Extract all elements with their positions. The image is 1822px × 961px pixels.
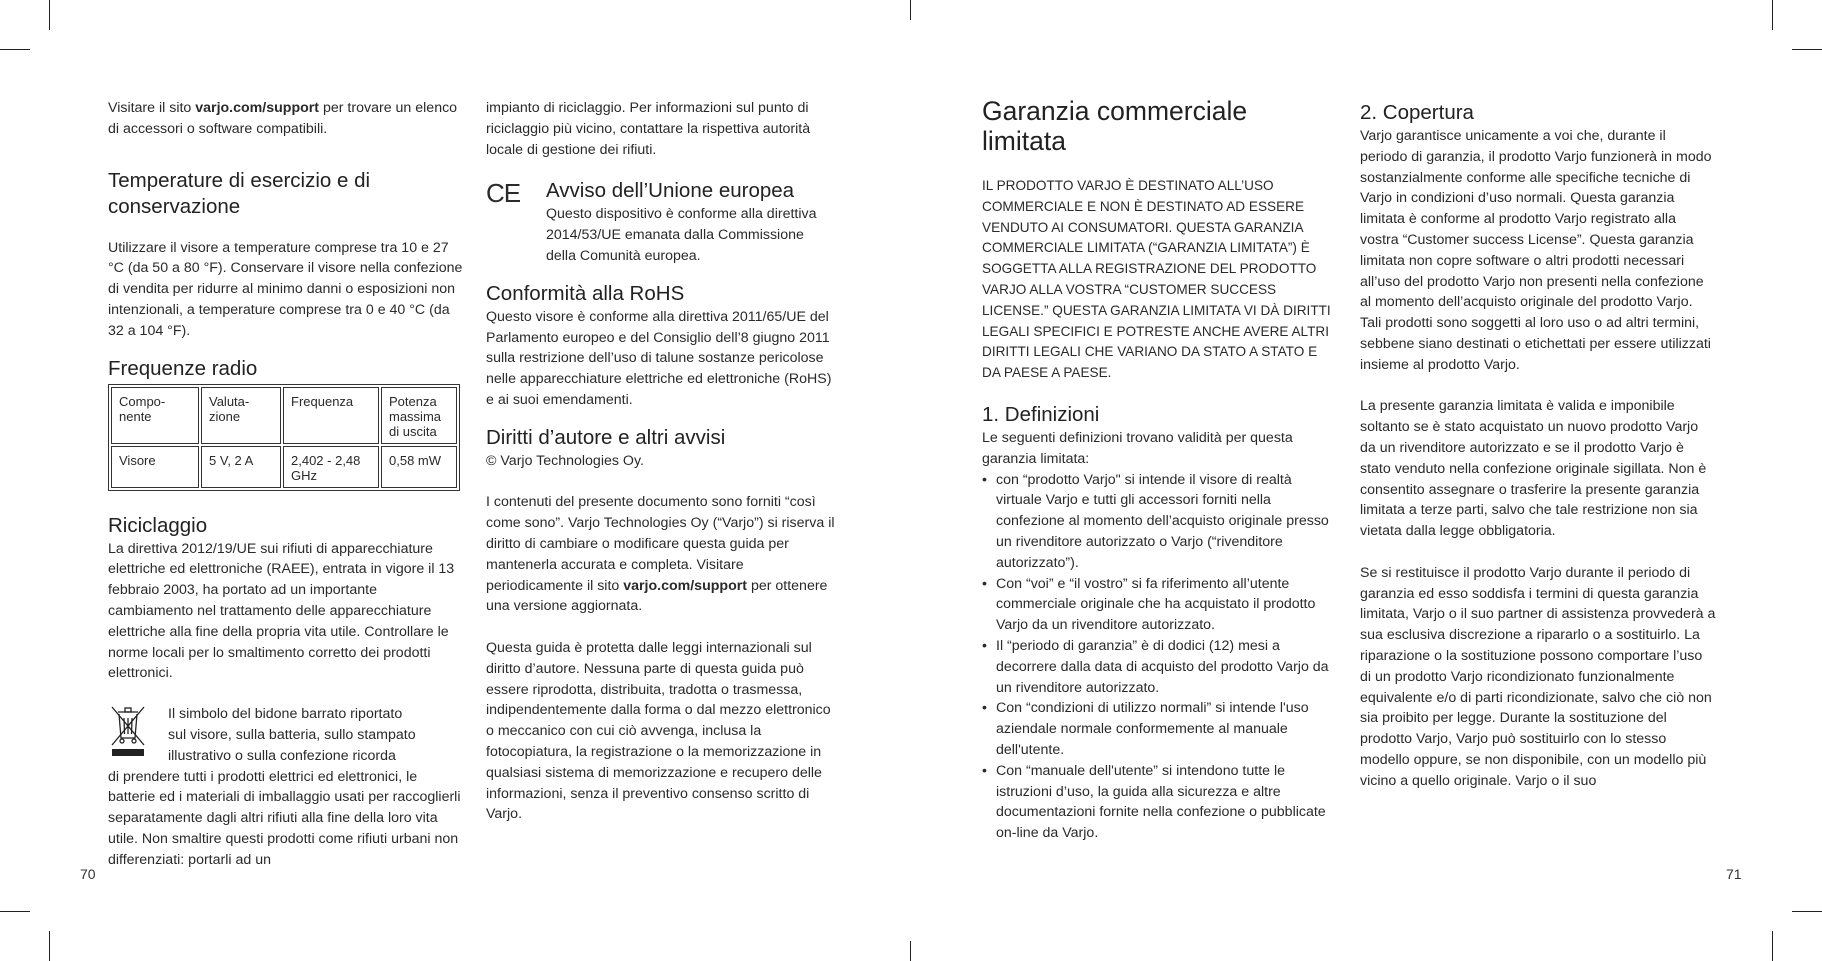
crop-mark — [1792, 49, 1822, 50]
coverage-heading: 2. Copertura — [1360, 101, 1474, 124]
eu-notice-text: Questo dispositivo è conforme alla direttiva 2014/53/UE emanata dalla Commissione della Comunità europea. — [546, 206, 817, 264]
crop-mark — [0, 49, 30, 50]
table-cell: Visore — [111, 446, 199, 488]
contents-paragraph — [486, 492, 842, 617]
crop-mark — [1792, 911, 1822, 912]
table-row — [111, 446, 457, 488]
contents-text-end: per ottenere una versione aggiornata. — [486, 577, 828, 615]
crop-mark — [1772, 0, 1773, 30]
intro-text: Visitare il sito — [108, 100, 196, 116]
copyright-heading: Diritti d’autore e altri avvisi — [486, 425, 726, 449]
weee-line: sul visore, sulla batteria, sullo stampato — [168, 726, 416, 743]
definitions-list — [982, 470, 1338, 844]
definitions-heading: 1. Definizioni — [982, 402, 1100, 426]
list-item: • Con “manuale dell'utente” si intendono tutte le istruzioni d’uso, la guida alla sicurezza e altre documentazioni fornite nella confezione o pubblicate on-line da Varjo. — [982, 761, 1338, 844]
column-4 — [1360, 100, 1716, 792]
crop-mark — [910, 0, 911, 20]
radio-table — [108, 384, 460, 491]
warranty-title: Garanzia commerciale limitata — [982, 96, 1248, 156]
table-header-row — [111, 387, 457, 444]
eu-notice-content — [546, 178, 836, 266]
intro-text-end: per trovare un elenco di accessori o software compatibili. — [108, 100, 458, 137]
table-header-cell: Valuta-zione — [201, 387, 281, 444]
column-3 — [982, 96, 1338, 844]
rohs-text: Questo visore è conforme alla direttiva 2011/65/UE del Parlamento europeo e del Consiglio dell’8 giugno 2011 sulla restrizione dell’uso di talune sostanze pericolose nelle apparecchiature elettriche ed elettroniche (RoHS) e ai suoi emendamenti. — [486, 308, 832, 408]
weee-line: illustrativo o sulla confezione ricorda — [168, 747, 396, 764]
crop-mark — [0, 911, 30, 912]
recycling-heading: Riciclaggio — [108, 513, 208, 537]
table-header-cell: Potenza massima di uscita — [381, 387, 457, 444]
support-link: varjo.com/support — [195, 100, 320, 116]
recycling-continued-text: impianto di riciclaggio. Per informazioni sul punto di riciclaggio più vicino, contattare la rispettiva autorità locale di gestione dei rifiuti. — [486, 100, 811, 158]
table-header-cell: Frequenza — [283, 387, 379, 444]
column-1 — [108, 98, 464, 871]
temperature-heading: Temperature di esercizio e di conservazione — [108, 168, 371, 218]
recycling-text: La direttiva 2012/19/UE sui rifiuti di apparecchiature elettriche ed elettroniche (RAEE), entrata in vigore il 13 febbraio 2003, ha portato ad un importante cambiamento nel trattamento delle apparecchiature elettriche alla fine della propria vita utile. Controllare le norme locali per lo smaltimento corretto dei prodotti elettronici. — [108, 540, 455, 682]
list-item: • Con “voi” e “il vostro” si fa riferimento all’utente commerciale originale che ha acquistato il prodotto Varjo da un rivenditore autorizzato. — [982, 574, 1338, 636]
page-number-right: 71 — [1726, 866, 1742, 882]
eu-notice-heading: Avviso dell’Unione europea — [546, 179, 795, 203]
radio-heading: Frequenze radio — [108, 356, 258, 380]
table-cell: 5 V, 2 A — [201, 446, 281, 488]
contents-text: I contenuti del presente documento sono forniti “così come sono”. Varjo Technologies Oy (“Varjo”) si riserva il diritto di cambiare o modificare questa guida per mantenerla accurata e completa. Visitare periodicamente il sito — [486, 494, 835, 594]
crossed-bin-icon — [108, 704, 168, 766]
weee-block — [108, 704, 464, 766]
weee-text-lines — [168, 704, 416, 766]
coverage-paragraph: Se si restituisce il prodotto Varjo durante il periodo di garanzia ed esso soddisfa i termini di questa garanzia limitata, Varjo o il suo partner di assistenza provvederà a sua esclusiva discrezione a ripararlo o a sostituirlo. La riparazione o la sostituzione possono comportare l’uso di un prodotto Varjo ricondizionato funzionalmente equivalente e/o di parti ricondizionate, salvo che ciò non sia proibito per legge. Durante la sostituzione del prodotto Varjo, Varjo può sostituirlo con lo stesso modello oppure, se non disponibile, con un modello più vicino a quello originale. Varjo o il suo — [1360, 564, 1716, 789]
list-item: • con “prodotto Varjo" si intende il visore di realtà virtuale Varjo e tutti gli accessori forniti nella confezione al momento dell’acquisto originale presso un rivenditore autorizzato o Varjo (“rivenditore autorizzato”). — [982, 470, 1338, 574]
eu-notice-block — [486, 178, 842, 266]
coverage-paragraph: Varjo garantisce unicamente a voi che, durante il periodo di garanzia, il prodotto Varjo funzionerà in modo sostanzialmente conforme alle specifiche tecniche di Varjo in condizioni d’uso normali. Questa garanzia limitata è conforme al prodotto Varjo registrato alla vostra “Customer success License”. Questa garanzia limitata non copre software o altri prodotti necessari all’uso del prodotto Varjo non presenti nella confezione al momento dell’acquisto originale del prodotto Varjo. Tali prodotti sono soggetti al loro uso o ad altri termini, sebbene siano destinati o etichettati per essere utilizzati insieme al prodotto Varjo. — [1360, 128, 1712, 373]
list-item: • Il “periodo di garanzia” è di dodici (12) mesi a decorrere dalla data di acquisto del prodotto Varjo da un rivenditore autorizzato. — [982, 636, 1338, 698]
crop-mark — [49, 0, 50, 30]
warranty-caps-text: IL PRODOTTO VARJO È DESTINATO ALL’USO COMMERCIALE E NON È DESTINATO AD ESSERE VENDUTO AI CONSUMATORI. QUESTA GARANZIA COMMERCIALE LIMITATA (“GARANZIA LIMITATA”) È SOGGETTA ALLA REGISTRAZIONE DEL PRODOTTO VARJO ALLA VOSTRA “CUSTOMER SUCCESS LICENSE.” QUESTA GARANZIA LIMITATA VI DÀ DIRITTI LEGALI SPECIFICI E POTRESTE ANCHE AVERE ALTRI DIRITTI LEGALI CHE VARIANO DA STATO A STATO E DA PAESE A PAESE. — [982, 178, 1331, 381]
definitions-intro: Le seguenti definizioni trovano validità per questa garanzia limitata: — [982, 429, 1293, 467]
coverage-paragraph: La presente garanzia limitata è valida e imponibile soltanto se è stato acquistato un nuovo prodotto Varjo da un rivenditore autorizzato e se il prodotto Varjo è stato venduto nella confezione originale sigillata. Non è consentito assegnare o trasferire la presente garanzia limitata a terze parti, salvo che tale restrizione non sia vietata dalla legge obbligatoria. — [1360, 398, 1707, 540]
column-2 — [486, 98, 842, 825]
weee-line: Il simbolo del bidone barrato riportato — [168, 706, 403, 723]
table-cell: 2,402 - 2,48 GHz — [283, 446, 379, 488]
page-number-left: 70 — [80, 866, 96, 882]
weee-text-rest: di prendere tutti i prodotti elettrici ed elettronici, le batterie ed i materiali di imballaggio usati per raccoglierli separatamente dagli altri rifiuti alla fine della loro vita utile. Non smaltire questi prodotti come rifiuti urbani non differenziati: portarli ad un — [108, 768, 461, 868]
support-link: varjo.com/support — [623, 577, 747, 594]
table-cell: 0,58 mW — [381, 446, 457, 488]
ce-mark-icon: CE — [486, 178, 521, 209]
table-header-cell: Compo-nente — [111, 387, 199, 444]
crop-mark — [910, 941, 911, 961]
list-item: • Con “condizioni di utilizzo normali” si intende l'uso aziendale normale conformemente al manuale dell'utente. — [982, 698, 1338, 760]
copyright-law-text: Questa guida è protetta dalle leggi internazionali sul diritto d’autore. Nessuna parte di questa guida può essere riprodotta, distribuita, tradotta o trasmessa, indipendentemente dalla forma o dal mezzo elettronico o meccanico con cui ciò avvenga, inclusa la fotocopiatura, la registrazione o la memorizzazione in qualsiasi sistema di memorizzazione e recupero delle informazioni, senza il preventivo consenso scritto di Varjo. — [486, 639, 831, 823]
crop-mark — [1772, 931, 1773, 961]
copyright-line: © Varjo Technologies Oy. — [486, 452, 644, 469]
temperature-text: Utilizzare il visore a temperature comprese tra 10 e 27 °C (da 50 a 80 °F). Conservare il visore nella confezione di vendita per ridurre al minimo danni o esposizioni non intenzionali, a temperature comprese tra 0 e 40 °C (da 32 a 104 °F). — [108, 239, 463, 339]
rohs-heading: Conformità alla RoHS — [486, 281, 685, 305]
intro-paragraph — [108, 98, 464, 140]
crop-mark — [49, 931, 50, 961]
